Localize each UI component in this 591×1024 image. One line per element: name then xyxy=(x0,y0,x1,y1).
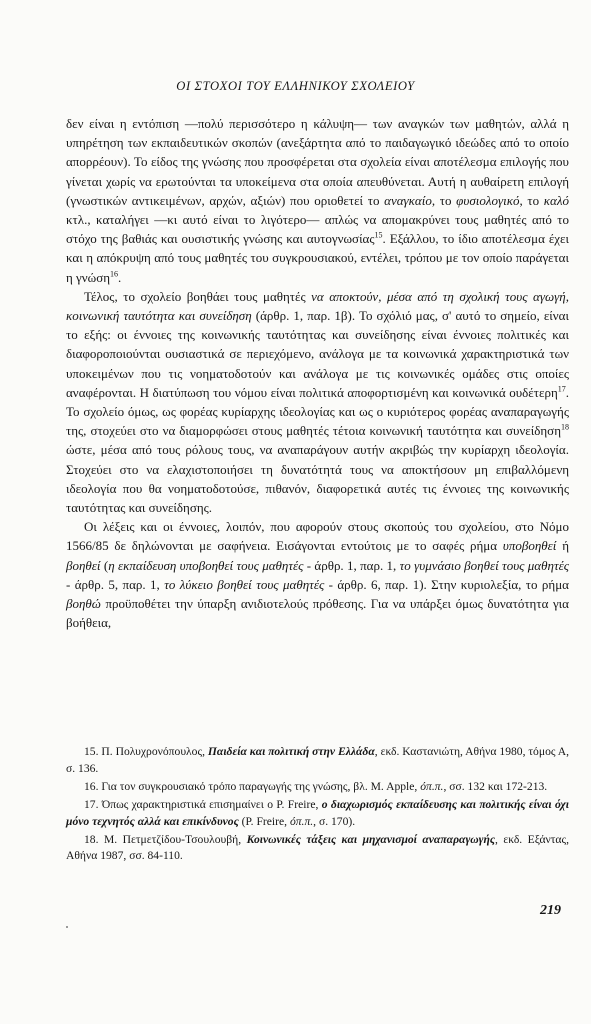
footnote-ref-17: 17 xyxy=(557,384,566,394)
footnote-16 xyxy=(66,779,569,796)
text-run: (P. Freire, xyxy=(238,814,290,828)
text-run: , σ. 170). xyxy=(313,814,356,828)
text-run: , το xyxy=(431,192,457,208)
text-run: . Το σχολείο όμως, ως φορέας κυρίαρχης ιδεολογίας και ως ο κυριότερος φορέας αναπαραγωγής της, στοχεύει στο να διαμορφώσει στους μαθητές τέτοια κοινωνική ταυτότητα και συνείδηση xyxy=(66,384,569,439)
paragraph-1 xyxy=(66,114,569,287)
scan-speck xyxy=(66,926,68,928)
italic-run: βοηθώ xyxy=(66,596,101,612)
italic-run: το γυμνάσιο βοηθεί τους μαθητές xyxy=(399,557,569,573)
text-run: Οι λέξεις και οι έννοιες, λοιπόν, που αφορούν στους σκοπούς του σχολείου, στο Νόμο 1566/85 δε δηλώνονται με σαφήνεια. Εισάγονται εντούτοις με το σαφές ρήμα xyxy=(66,519,569,554)
italic-run: όπ.π. xyxy=(420,779,444,793)
text-run: ή xyxy=(556,538,569,554)
italic-run: το λύκειο βοηθεί τους μαθητές xyxy=(164,576,325,592)
running-head: ΟΙ ΣΤΟΧΟΙ ΤΟΥ ΕΛΛΗΝΙΚΟΥ ΣΧΟΛΕΙΟΥ xyxy=(176,79,415,93)
italic-run: βοηθεί xyxy=(66,557,101,573)
text-run: ώστε, μέσα από τους ρόλους τους, να αναπαράγουν αυτήν ακριβώς την κυρίαρχη ιδεολογία. Στοχεύει στο να ελαχιστοποιήσει τη δυνατότητά τους να αποκτήσουν μη επιβαλλόμενη ιδεολογία που θα νοηματοδοτούσε, πιθανόν, διαφορετικά αυτές τις έννοιες της κοινωνικής ταυτότητας και συνείδησης. xyxy=(66,442,569,516)
text-run: . Εξάλλου, το ίδιο αποτέλεσμα έχει και η απόκρυψη από τους μαθητές του συγκρουσιακού, εντέλει, τρόπου με τον οποίο παράγεται η γνώση xyxy=(66,231,570,285)
italic-run: αναγκαίο xyxy=(384,192,432,208)
text-run: (άρθρ. 1, παρ. 1β). Το σχόλιό μας, σ' αυτό το σημείο, είναι το εξής: οι έννοιες της κοινωνικής ταυτότητας και συνείδησης είναι έννοιες πολιτικές και διαφοροποιούνται ουσιαστικά σε περιεχόμενο, ανάλογα με τα κοινωνικά χαρακτηριστικά των υποκειμένων που τις νοηματοδοτούν και ανάλογα με τις κοινωνικές ομάδες στις οποίες αναφέρονται. Η διατύπωση του νόμου είναι πολιτικά αποφορτισμένη και κοινωνικά ουδέτερη xyxy=(66,308,569,400)
italic-run: καλό xyxy=(543,192,569,208)
text-run: , εκδ. Εξάντας, Αθήνα 1987, σσ. 84-110. xyxy=(66,832,570,863)
italic-run: η εκπαίδευση υποβοηθεί τους μαθητές xyxy=(108,557,304,573)
text-run: - άρθρ. 1, παρ. 1, xyxy=(303,557,400,573)
footnotes xyxy=(66,744,569,867)
footnote-15 xyxy=(66,744,569,777)
text-run: κτλ., καταλήγει —κι αυτό είναι το λιγότερο— απλώς να απομακρύνει τους μαθητές από το στόχο της βαθιάς και ουσιστικής γνώσης και αυτογνωσίας xyxy=(66,212,569,247)
text-run: δεν είναι η εντόπιση —πολύ περισσότερο η κάλυψη— των αναγκών των μαθητών, αλλά η υπηρέτηση των εκπαιδευτικών σκοπών (ανεξάρτητα από το παιδαγωγικό ιδεώδες από το οποίο απορρέουν). Το είδος της γνώσης που προσφέρεται στα σχολεία είναι αποτέλεσμα επιλογής που γίνεται χωρίς να ερωτούνται τα υποκείμενα στα οποία απευθύνεται. Αυτή η αυθαίρετη επιλογή (γνωστικών αντικειμένων, αρχών, αξιών) που οριοθετεί το xyxy=(66,116,569,208)
paragraph-3 xyxy=(66,517,569,632)
footnote-17 xyxy=(66,797,569,830)
italic-run: υποβοηθεί xyxy=(502,538,557,554)
text-run: , το xyxy=(519,192,544,208)
cited-title: Παιδεία και πολιτική στην Ελλάδα xyxy=(207,745,375,758)
footnote-ref-18: 18 xyxy=(561,422,569,432)
text-run: - άρθρ. 5, παρ. 1, xyxy=(66,576,165,592)
text-run: , εκδ. Καστανιώτη, Αθήνα 1980, τόμος Α, σ. 136. xyxy=(66,745,569,775)
text-run: Τέλος, το σχολείο βοηθάει τους μαθητές xyxy=(84,288,312,304)
page-number: 219 xyxy=(540,903,561,918)
text-run: 17. Όπως χαρακτηριστικά επισημαίνει ο P. Freire, xyxy=(84,797,322,811)
text-run: , σσ. 132 και 172-213. xyxy=(443,779,548,793)
footnote-ref-16: 16 xyxy=(110,269,119,279)
text-run: ( xyxy=(100,557,109,573)
italic-run: να αποκτούν, μέσα από τη σχολική τους αγωγή, κοινωνική ταυτότητα και συνείδηση xyxy=(66,288,569,324)
footnote-18 xyxy=(66,832,569,865)
text-run: 15. Π. Πολυχρονόπουλος, xyxy=(84,745,208,758)
quoted-phrase: ο διαχωρισμός εκπαίδευσης και πολιτικής είναι όχι μόνο τεχνητός αλλά και επικίνδυνος xyxy=(66,797,569,828)
text-run: προϋποθέτει την ύπαρξη ανιδιοτελούς πρόθεσης. Για να υπάρξει όμως δυνατότητα για βοήθεια, xyxy=(66,596,569,631)
paragraph-2 xyxy=(66,287,569,517)
italic-run: όπ.π. xyxy=(289,814,314,828)
footnote-ref-15: 15 xyxy=(374,230,383,240)
italic-run: φυσιολογικό xyxy=(456,192,520,208)
text-run: - άρθρ. 6, παρ. 1). Στην κυριολεξία, το ρήμα xyxy=(324,576,569,592)
text-run: . xyxy=(118,269,122,285)
text-run: 18. Μ. Πετμετζίδου-Τσουλουβή, xyxy=(84,832,247,846)
body-text xyxy=(66,114,569,632)
text-run: 16. Για τον συγκρουσιακό τρόπο παραγωγής της γνώσης, βλ. M. Apple, xyxy=(84,779,421,793)
cited-title: Κοινωνικές τάξεις και μηχανισμοί αναπαραγωγής xyxy=(246,832,496,846)
